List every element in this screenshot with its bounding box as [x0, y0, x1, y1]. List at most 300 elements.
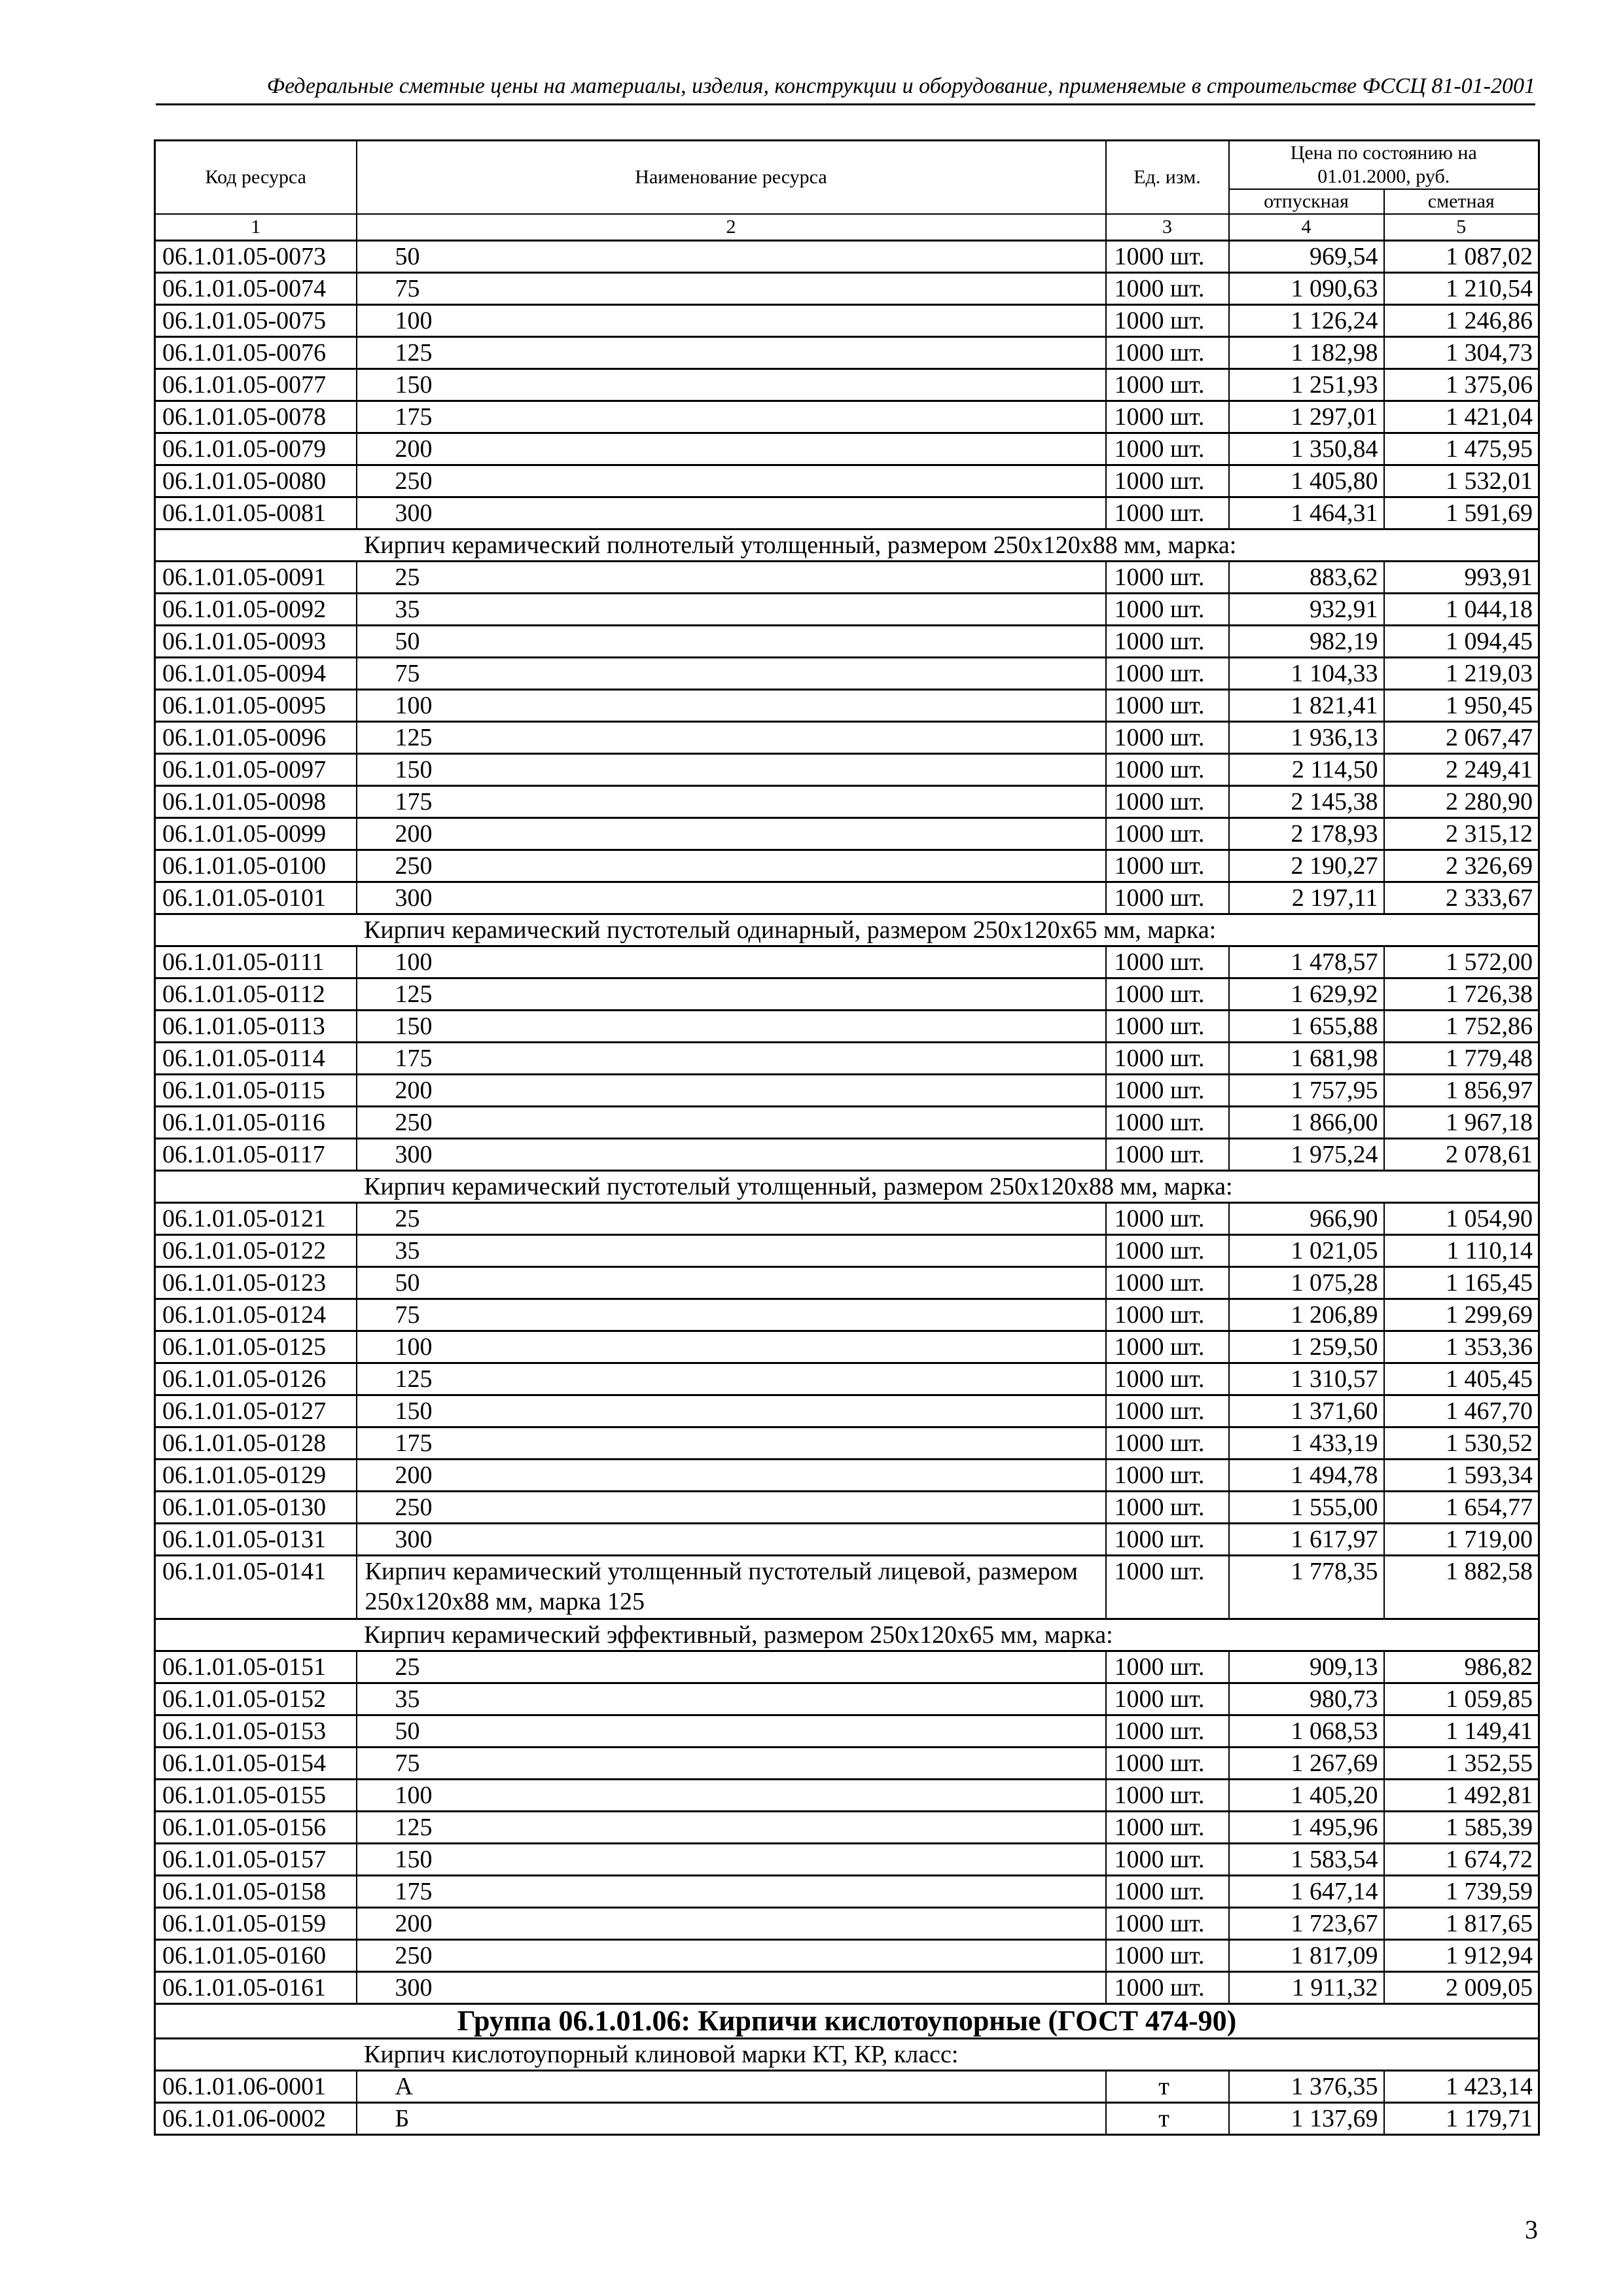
release-price: 1 866,00 [1229, 1107, 1384, 1139]
unit-of-measure: 1000 шт. [1106, 1043, 1229, 1075]
resource-code: 06.1.01.05-0073 [155, 241, 357, 273]
resource-name: 150 [357, 369, 1106, 401]
resource-code: 06.1.01.05-0116 [155, 1107, 357, 1139]
unit-of-measure: 1000 шт. [1106, 1299, 1229, 1331]
table-header [155, 141, 1539, 241]
release-price: 1 182,98 [1229, 337, 1384, 369]
resource-name: 75 [357, 1299, 1106, 1331]
resource-name: 200 [357, 1460, 1106, 1492]
resource-name: 35 [357, 1235, 1106, 1267]
resource-name: 100 [357, 946, 1106, 978]
resource-code: 06.1.01.06-0002 [155, 2103, 357, 2135]
group-title: Группа 06.1.01.06: Кирпичи кислотоупорные (ГОСТ 474-90) [155, 2004, 1539, 2039]
release-price: 1 405,80 [1229, 465, 1384, 497]
release-price: 2 197,11 [1229, 882, 1384, 914]
table-row [155, 786, 1539, 818]
unit-of-measure: 1000 шт. [1106, 465, 1229, 497]
table-row [155, 433, 1539, 465]
table-row [155, 273, 1539, 305]
release-price: 1 206,89 [1229, 1299, 1384, 1331]
resource-name: А [357, 2071, 1106, 2103]
resource-name: 175 [357, 401, 1106, 433]
unit-of-measure: 1000 шт. [1106, 1075, 1229, 1107]
table-row [155, 1139, 1539, 1171]
resource-code: 06.1.01.05-0098 [155, 786, 357, 818]
estimate-price: 1 739,59 [1384, 1876, 1539, 1908]
release-price: 2 114,50 [1229, 754, 1384, 786]
resource-code: 06.1.01.05-0152 [155, 1683, 357, 1715]
estimate-price: 1 299,69 [1384, 1299, 1539, 1331]
table-row [155, 1683, 1539, 1715]
resource-name: 150 [357, 1395, 1106, 1427]
estimate-price: 1 719,00 [1384, 1524, 1539, 1556]
resource-name: 75 [357, 273, 1106, 305]
table-row [155, 497, 1539, 529]
release-price: 969,54 [1229, 241, 1384, 273]
table-row [155, 305, 1539, 337]
resource-code: 06.1.01.05-0124 [155, 1299, 357, 1331]
resource-code: 06.1.01.05-0099 [155, 818, 357, 850]
unit-of-measure: 1000 шт. [1106, 305, 1229, 337]
resource-name: 250 [357, 1107, 1106, 1139]
table-row [155, 1972, 1539, 2004]
estimate-price: 1 572,00 [1384, 946, 1539, 978]
release-price: 1 371,60 [1229, 1395, 1384, 1427]
release-price: 1 267,69 [1229, 1748, 1384, 1780]
resource-name: 50 [357, 1715, 1106, 1748]
unit-of-measure: 1000 шт. [1106, 786, 1229, 818]
estimate-price: 1 087,02 [1384, 241, 1539, 273]
release-price: 1 975,24 [1229, 1139, 1384, 1171]
unit-of-measure: 1000 шт. [1106, 1748, 1229, 1780]
resource-name: 150 [357, 1844, 1106, 1876]
resource-name: 250 [357, 465, 1106, 497]
estimate-price: 986,82 [1384, 1651, 1539, 1683]
resource-name: 300 [357, 497, 1106, 529]
group-row [155, 2004, 1539, 2039]
release-price: 1 251,93 [1229, 369, 1384, 401]
resource-code: 06.1.01.05-0161 [155, 1972, 357, 2004]
unit-of-measure: 1000 шт. [1106, 1780, 1229, 1812]
release-price: 980,73 [1229, 1683, 1384, 1715]
unit-of-measure: 1000 шт. [1106, 1876, 1229, 1908]
estimate-price: 1 059,85 [1384, 1683, 1539, 1715]
table-row [155, 1715, 1539, 1748]
resource-code: 06.1.01.05-0091 [155, 562, 357, 594]
estimate-price: 1 475,95 [1384, 433, 1539, 465]
table-row [155, 658, 1539, 690]
release-price: 1 126,24 [1229, 305, 1384, 337]
estimate-price: 1 179,71 [1384, 2103, 1539, 2135]
header-rule [156, 103, 1535, 105]
resource-code: 06.1.01.05-0093 [155, 626, 357, 658]
estimate-price: 1 467,70 [1384, 1395, 1539, 1427]
release-price: 1 259,50 [1229, 1331, 1384, 1363]
table-row [155, 1363, 1539, 1395]
resource-name: Кирпич керамический утолщенный пустотелый лицевой, размером 250x120x88 мм, марка 125 [357, 1556, 1106, 1619]
estimate-price: 1 352,55 [1384, 1748, 1539, 1780]
resource-name: 50 [357, 1267, 1106, 1299]
resource-code: 06.1.01.05-0157 [155, 1844, 357, 1876]
release-price: 1 821,41 [1229, 690, 1384, 722]
unit-of-measure: 1000 шт. [1106, 1011, 1229, 1043]
table-row [155, 401, 1539, 433]
resource-code: 06.1.01.05-0153 [155, 1715, 357, 1748]
release-price: 909,13 [1229, 1651, 1384, 1683]
resource-name: Б [357, 2103, 1106, 2135]
estimate-price: 1 094,45 [1384, 626, 1539, 658]
resource-name: 300 [357, 1524, 1106, 1556]
release-price: 1 137,69 [1229, 2103, 1384, 2135]
release-price: 1 376,35 [1229, 2071, 1384, 2103]
release-price: 1 629,92 [1229, 978, 1384, 1011]
release-price: 1 757,95 [1229, 1075, 1384, 1107]
table-row [155, 1427, 1539, 1460]
resource-name: 175 [357, 1427, 1106, 1460]
unit-of-measure: 1000 шт. [1106, 818, 1229, 850]
resource-code: 06.1.01.05-0141 [155, 1556, 357, 1619]
subsection-row [155, 914, 1539, 946]
table-row [155, 1011, 1539, 1043]
release-price: 1 350,84 [1229, 433, 1384, 465]
estimate-price: 1 210,54 [1384, 273, 1539, 305]
estimate-price: 1 149,41 [1384, 1715, 1539, 1748]
resource-code: 06.1.01.05-0126 [155, 1363, 357, 1395]
resource-name: 125 [357, 978, 1106, 1011]
resource-name: 75 [357, 1748, 1106, 1780]
subsection-row [155, 529, 1539, 562]
estimate-price: 1 219,03 [1384, 658, 1539, 690]
table-body [155, 241, 1539, 2135]
release-price: 966,90 [1229, 1203, 1384, 1235]
resource-code: 06.1.01.05-0081 [155, 497, 357, 529]
estimate-price: 1 654,77 [1384, 1492, 1539, 1524]
resource-code: 06.1.01.05-0100 [155, 850, 357, 882]
release-price: 1 495,96 [1229, 1812, 1384, 1844]
table-row [155, 594, 1539, 626]
resource-name: 35 [357, 594, 1106, 626]
release-price: 1 310,57 [1229, 1363, 1384, 1395]
unit-of-measure: 1000 шт. [1106, 337, 1229, 369]
unit-of-measure: 1000 шт. [1106, 722, 1229, 754]
subsection-row [155, 1171, 1539, 1203]
table-row [155, 978, 1539, 1011]
resource-code: 06.1.01.05-0097 [155, 754, 357, 786]
table-row [155, 1812, 1539, 1844]
resource-name: 300 [357, 1972, 1106, 2004]
estimate-price: 1 585,39 [1384, 1812, 1539, 1844]
subsection-title: Кирпич керамический эффективный, размером 250x120x65 мм, марка: [155, 1619, 1539, 1651]
unit-of-measure: 1000 шт. [1106, 1139, 1229, 1171]
column-number: 1 [155, 214, 357, 241]
release-price: 1 555,00 [1229, 1492, 1384, 1524]
table-row [155, 1780, 1539, 1812]
estimate-price: 1 375,06 [1384, 369, 1539, 401]
release-price: 1 647,14 [1229, 1876, 1384, 1908]
unit-of-measure: 1000 шт. [1106, 1492, 1229, 1524]
release-price: 1 464,31 [1229, 497, 1384, 529]
estimate-price: 1 054,90 [1384, 1203, 1539, 1235]
unit-of-measure: 1000 шт. [1106, 562, 1229, 594]
estimate-price: 1 817,65 [1384, 1908, 1539, 1940]
column-number: 4 [1229, 214, 1384, 241]
resource-name: 300 [357, 882, 1106, 914]
resource-name: 50 [357, 626, 1106, 658]
resource-code: 06.1.01.05-0154 [155, 1748, 357, 1780]
unit-of-measure: 1000 шт. [1106, 1844, 1229, 1876]
resource-code: 06.1.01.05-0101 [155, 882, 357, 914]
resource-code: 06.1.01.05-0156 [155, 1812, 357, 1844]
column-number: 5 [1384, 214, 1539, 241]
resource-code: 06.1.01.05-0092 [155, 594, 357, 626]
resource-code: 06.1.01.05-0123 [155, 1267, 357, 1299]
resource-name: 50 [357, 241, 1106, 273]
unit-of-measure: 1000 шт. [1106, 1460, 1229, 1492]
resource-code: 06.1.01.05-0078 [155, 401, 357, 433]
header-name: Наименование ресурса [357, 141, 1106, 215]
release-price: 1 104,33 [1229, 658, 1384, 690]
release-price: 1 075,28 [1229, 1267, 1384, 1299]
resource-code: 06.1.01.06-0001 [155, 2071, 357, 2103]
table-row [155, 1524, 1539, 1556]
resource-name: 200 [357, 818, 1106, 850]
resource-name: 175 [357, 1043, 1106, 1075]
table-row [155, 1331, 1539, 1363]
unit-of-measure: 1000 шт. [1106, 946, 1229, 978]
estimate-price: 2 078,61 [1384, 1139, 1539, 1171]
table-row [155, 337, 1539, 369]
resource-name: 100 [357, 1331, 1106, 1363]
resource-name: 200 [357, 433, 1106, 465]
release-price: 1 911,32 [1229, 1972, 1384, 2004]
estimate-price: 1 421,04 [1384, 401, 1539, 433]
header-price-group: Цена по состоянию на 01.01.2000, руб. [1229, 141, 1539, 190]
table-row [155, 946, 1539, 978]
release-price: 932,91 [1229, 594, 1384, 626]
unit-of-measure: 1000 шт. [1106, 1363, 1229, 1395]
unit-of-measure: 1000 шт. [1106, 978, 1229, 1011]
subsection-title: Кирпич керамический пустотелый одинарный, размером 250x120x65 мм, марка: [155, 914, 1539, 946]
resource-code: 06.1.01.05-0076 [155, 337, 357, 369]
table-row [155, 850, 1539, 882]
table-row [155, 626, 1539, 658]
resource-name: 250 [357, 1492, 1106, 1524]
unit-of-measure: 1000 шт. [1106, 1940, 1229, 1972]
unit-of-measure: т [1106, 2103, 1229, 2135]
resource-name: 150 [357, 754, 1106, 786]
resource-code: 06.1.01.05-0159 [155, 1908, 357, 1940]
resource-name: 250 [357, 1940, 1106, 1972]
release-price: 1 433,19 [1229, 1427, 1384, 1460]
resource-name: 100 [357, 305, 1106, 337]
estimate-price: 1 304,73 [1384, 337, 1539, 369]
unit-of-measure: 1000 шт. [1106, 1203, 1229, 1235]
estimate-price: 2 333,67 [1384, 882, 1539, 914]
estimate-price: 1 967,18 [1384, 1107, 1539, 1139]
resource-name: 300 [357, 1139, 1106, 1171]
unit-of-measure: 1000 шт. [1106, 1267, 1229, 1299]
resource-code: 06.1.01.05-0096 [155, 722, 357, 754]
estimate-price: 1 779,48 [1384, 1043, 1539, 1075]
resource-name: 250 [357, 850, 1106, 882]
unit-of-measure: 1000 шт. [1106, 594, 1229, 626]
unit-of-measure: 1000 шт. [1106, 626, 1229, 658]
resource-name: 35 [357, 1683, 1106, 1715]
resource-code: 06.1.01.05-0129 [155, 1460, 357, 1492]
release-price: 1 478,57 [1229, 946, 1384, 978]
resource-code: 06.1.01.05-0125 [155, 1331, 357, 1363]
resource-code: 06.1.01.05-0117 [155, 1139, 357, 1171]
resource-code: 06.1.01.05-0112 [155, 978, 357, 1011]
resource-name: 25 [357, 1203, 1106, 1235]
estimate-price: 2 249,41 [1384, 754, 1539, 786]
table-row [155, 722, 1539, 754]
table-row [155, 1908, 1539, 1940]
table-row [155, 1299, 1539, 1331]
resource-name: 100 [357, 690, 1106, 722]
release-price: 1 405,20 [1229, 1780, 1384, 1812]
estimate-price: 993,91 [1384, 562, 1539, 594]
table-row [155, 1075, 1539, 1107]
release-price: 2 145,38 [1229, 786, 1384, 818]
resource-code: 06.1.01.05-0128 [155, 1427, 357, 1460]
resource-name: 125 [357, 337, 1106, 369]
estimate-price: 1 674,72 [1384, 1844, 1539, 1876]
unit-of-measure: 1000 шт. [1106, 433, 1229, 465]
estimate-price: 1 912,94 [1384, 1940, 1539, 1972]
release-price: 1 723,67 [1229, 1908, 1384, 1940]
resource-name: 125 [357, 1812, 1106, 1844]
resource-code: 06.1.01.05-0121 [155, 1203, 357, 1235]
table-row [155, 1460, 1539, 1492]
resource-name: 200 [357, 1075, 1106, 1107]
unit-of-measure: т [1106, 2071, 1229, 2103]
unit-of-measure: 1000 шт. [1106, 658, 1229, 690]
estimate-price: 1 405,45 [1384, 1363, 1539, 1395]
table-row [155, 1940, 1539, 1972]
subsection-title: Кирпич керамический пустотелый утолщенный, размером 250x120x88 мм, марка: [155, 1171, 1539, 1203]
unit-of-measure: 1000 шт. [1106, 1556, 1229, 1619]
table-row [155, 2103, 1539, 2135]
unit-of-measure: 1000 шт. [1106, 1651, 1229, 1683]
unit-of-measure: 1000 шт. [1106, 1972, 1229, 2004]
estimate-price: 1 246,86 [1384, 305, 1539, 337]
resource-code: 06.1.01.05-0160 [155, 1940, 357, 1972]
unit-of-measure: 1000 шт. [1106, 850, 1229, 882]
column-number: 2 [357, 214, 1106, 241]
release-price: 1 778,35 [1229, 1556, 1384, 1619]
table-row [155, 1492, 1539, 1524]
unit-of-measure: 1000 шт. [1106, 401, 1229, 433]
estimate-price: 1 044,18 [1384, 594, 1539, 626]
subsection-row [155, 2039, 1539, 2071]
resource-name: 125 [357, 722, 1106, 754]
table-row [155, 882, 1539, 914]
table-row [155, 754, 1539, 786]
resource-code: 06.1.01.05-0127 [155, 1395, 357, 1427]
resource-name: 75 [357, 658, 1106, 690]
resource-name: 25 [357, 1651, 1106, 1683]
column-number: 3 [1106, 214, 1229, 241]
table-row [155, 818, 1539, 850]
resource-code: 06.1.01.05-0079 [155, 433, 357, 465]
table-row [155, 690, 1539, 722]
table-row [155, 1748, 1539, 1780]
resource-code: 06.1.01.05-0151 [155, 1651, 357, 1683]
resource-code: 06.1.01.05-0095 [155, 690, 357, 722]
subsection-title: Кирпич кислотоупорный клиновой марки КТ, КР, класс: [155, 2039, 1539, 2071]
resource-code: 06.1.01.05-0115 [155, 1075, 357, 1107]
table-row [155, 1235, 1539, 1267]
unit-of-measure: 1000 шт. [1106, 754, 1229, 786]
running-header: Федеральные сметные цены на материалы, изделия, конструкции и оборудование, применяемые в строительстве ФССЦ 81-01-2001 [266, 74, 1535, 98]
unit-of-measure: 1000 шт. [1106, 1395, 1229, 1427]
estimate-price: 1 110,14 [1384, 1235, 1539, 1267]
header-row [155, 141, 1539, 190]
estimate-price: 1 950,45 [1384, 690, 1539, 722]
resource-code: 06.1.01.05-0075 [155, 305, 357, 337]
estimate-price: 1 492,81 [1384, 1780, 1539, 1812]
header-estimate-price: сметная [1384, 189, 1539, 214]
resource-code: 06.1.01.05-0122 [155, 1235, 357, 1267]
header-code: Код ресурса [155, 141, 357, 215]
estimate-price: 2 280,90 [1384, 786, 1539, 818]
resource-code: 06.1.01.05-0080 [155, 465, 357, 497]
resource-name: 175 [357, 786, 1106, 818]
estimate-price: 2 067,47 [1384, 722, 1539, 754]
resource-code: 06.1.01.05-0158 [155, 1876, 357, 1908]
resource-name: 25 [357, 562, 1106, 594]
resource-name: 175 [357, 1876, 1106, 1908]
unit-of-measure: 1000 шт. [1106, 1107, 1229, 1139]
estimate-price: 1 752,86 [1384, 1011, 1539, 1043]
release-price: 1 021,05 [1229, 1235, 1384, 1267]
unit-of-measure: 1000 шт. [1106, 882, 1229, 914]
release-price: 1 068,53 [1229, 1715, 1384, 1748]
estimate-price: 1 165,45 [1384, 1267, 1539, 1299]
table-row [155, 1876, 1539, 1908]
resource-name: 200 [357, 1908, 1106, 1940]
unit-of-measure: 1000 шт. [1106, 241, 1229, 273]
resource-code: 06.1.01.05-0113 [155, 1011, 357, 1043]
table-row [155, 562, 1539, 594]
page-number: 3 [1525, 2215, 1538, 2244]
table-row [155, 241, 1539, 273]
resource-name: 125 [357, 1363, 1106, 1395]
subsection-title: Кирпич керамический полнотелый утолщенный, размером 250x120x88 мм, марка: [155, 529, 1539, 562]
unit-of-measure: 1000 шт. [1106, 369, 1229, 401]
resource-code: 06.1.01.05-0074 [155, 273, 357, 305]
release-price: 883,62 [1229, 562, 1384, 594]
table-row [155, 1651, 1539, 1683]
table-row [155, 1043, 1539, 1075]
price-table [154, 139, 1540, 2136]
estimate-price: 1 530,52 [1384, 1427, 1539, 1460]
release-price: 1 817,09 [1229, 1940, 1384, 1972]
unit-of-measure: 1000 шт. [1106, 1331, 1229, 1363]
unit-of-measure: 1000 шт. [1106, 497, 1229, 529]
unit-of-measure: 1000 шт. [1106, 1683, 1229, 1715]
estimate-price: 1 882,58 [1384, 1556, 1539, 1619]
resource-code: 06.1.01.05-0130 [155, 1492, 357, 1524]
estimate-price: 1 532,01 [1384, 465, 1539, 497]
release-price: 2 178,93 [1229, 818, 1384, 850]
estimate-price: 1 726,38 [1384, 978, 1539, 1011]
table-row [155, 1844, 1539, 1876]
resource-name: 150 [357, 1011, 1106, 1043]
resource-code: 06.1.01.05-0094 [155, 658, 357, 690]
unit-of-measure: 1000 шт. [1106, 1812, 1229, 1844]
